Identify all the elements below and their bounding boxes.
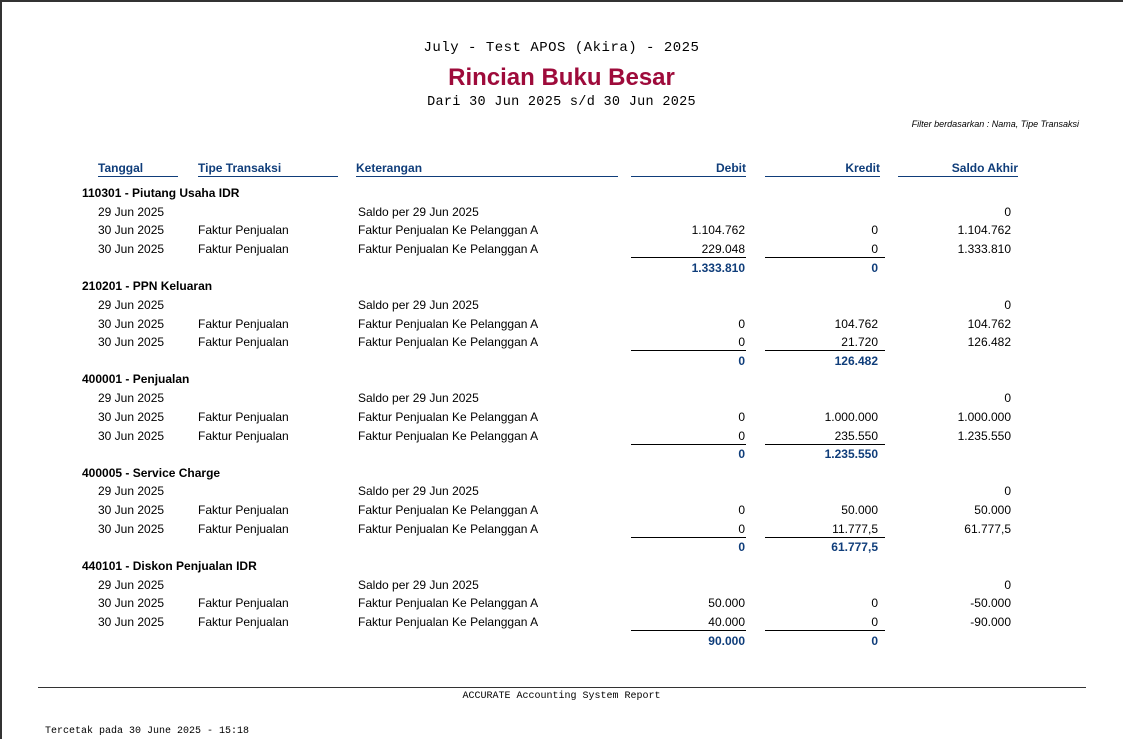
row-type: Faktur Penjualan — [198, 614, 289, 629]
row-kredit: 0 — [871, 614, 878, 629]
account-title: 210201 - PPN Keluaran — [82, 279, 213, 294]
row-type: Faktur Penjualan — [198, 316, 289, 331]
row-description: Faktur Penjualan Ke Pelanggan A — [358, 428, 539, 443]
footer-divider — [38, 687, 1086, 688]
kredit-sum-line — [765, 537, 885, 538]
row-debit: 0 — [738, 316, 745, 331]
row-date: 30 Jun 2025 — [98, 428, 165, 443]
account-title: 400001 - Penjualan — [82, 372, 190, 387]
row-saldo: 0 — [1004, 297, 1011, 312]
row-type: Faktur Penjualan — [198, 409, 289, 424]
row-debit: 229.048 — [701, 242, 745, 257]
row-description: Faktur Penjualan Ke Pelanggan A — [358, 223, 539, 238]
col-header-kredit: Kredit — [765, 161, 880, 177]
filter-note: Filter berdasarkan : Nama, Tipe Transaksi — [911, 119, 1079, 129]
row-date: 30 Jun 2025 — [98, 503, 165, 517]
row-date: 30 Jun 2025 — [98, 596, 165, 611]
row-description: Saldo per 29 Jun 2025 — [358, 484, 479, 499]
row-type: Faktur Penjualan — [198, 335, 289, 350]
row-saldo: -50.000 — [970, 596, 1011, 611]
row-description: Faktur Penjualan Ke Pelanggan A — [358, 503, 539, 517]
row-description: Faktur Penjualan Ke Pelanggan A — [358, 521, 539, 536]
col-header-tanggal: Tanggal — [98, 161, 178, 177]
row-kredit: 0 — [871, 223, 878, 238]
row-debit: 0 — [738, 428, 745, 443]
row-description: Faktur Penjualan Ke Pelanggan A — [358, 316, 539, 331]
debit-sum-line — [631, 350, 746, 351]
row-debit: 0 — [738, 503, 745, 517]
row-date: 30 Jun 2025 — [98, 521, 165, 536]
row-description: Saldo per 29 Jun 2025 — [358, 297, 479, 312]
row-kredit: 0 — [871, 596, 878, 611]
row-type: Faktur Penjualan — [198, 521, 289, 536]
row-type: Faktur Penjualan — [198, 428, 289, 443]
total-debit: 1.333.810 — [691, 260, 745, 275]
row-saldo: 1.000.000 — [957, 409, 1011, 424]
row-debit: 0 — [738, 335, 745, 350]
row-description: Faktur Penjualan Ke Pelanggan A — [358, 242, 539, 257]
row-debit: 50.000 — [708, 596, 745, 611]
total-debit: 0 — [738, 540, 745, 555]
row-kredit: 235.550 — [834, 428, 878, 443]
row-kredit: 0 — [871, 242, 878, 257]
total-kredit: 61.777,5 — [831, 540, 878, 555]
row-description: Faktur Penjualan Ke Pelanggan A — [358, 614, 539, 629]
row-date: 30 Jun 2025 — [98, 242, 165, 257]
row-saldo: 0 — [1004, 484, 1011, 499]
row-kredit: 50.000 — [841, 503, 878, 517]
row-type: Faktur Penjualan — [198, 242, 289, 257]
total-kredit: 0 — [871, 260, 878, 275]
row-date: 29 Jun 2025 — [98, 577, 165, 592]
printed-timestamp: Tercetak pada 30 June 2025 - 15:18 — [45, 726, 250, 737]
row-debit: 40.000 — [708, 614, 745, 629]
total-debit: 0 — [738, 447, 745, 462]
row-saldo: 1.333.810 — [957, 242, 1011, 257]
debit-sum-line — [631, 537, 746, 538]
col-header-tipe: Tipe Transaksi — [198, 161, 338, 177]
row-saldo: 0 — [1004, 391, 1011, 406]
row-saldo: 0 — [1004, 204, 1011, 219]
kredit-sum-line — [765, 630, 885, 631]
kredit-sum-line — [765, 257, 885, 258]
row-date: 30 Jun 2025 — [98, 409, 165, 424]
kredit-sum-line — [765, 350, 885, 351]
row-saldo: 126.482 — [967, 335, 1011, 350]
row-date: 29 Jun 2025 — [98, 484, 165, 499]
row-saldo: 104.762 — [967, 316, 1011, 331]
row-date: 29 Jun 2025 — [98, 391, 165, 406]
row-kredit: 21.720 — [841, 335, 878, 350]
row-kredit: 104.762 — [834, 316, 878, 331]
footer-text: ACCURATE Accounting System Report — [462, 691, 661, 702]
row-date: 30 Jun 2025 — [98, 223, 165, 238]
row-date: 29 Jun 2025 — [98, 297, 165, 312]
row-type: Faktur Penjualan — [198, 503, 289, 517]
company-name: July - Test APOS (Akira) - 2025 — [423, 40, 700, 56]
row-description: Saldo per 29 Jun 2025 — [358, 204, 479, 219]
account-title: 440101 - Diskon Penjualan IDR — [82, 558, 257, 573]
debit-sum-line — [631, 257, 746, 258]
row-kredit: 11.777,5 — [832, 521, 878, 536]
row-description: Saldo per 29 Jun 2025 — [358, 391, 479, 406]
report-title: Rincian Buku Besar — [448, 64, 675, 91]
col-header-debit: Debit — [631, 161, 746, 177]
debit-sum-line — [631, 630, 746, 631]
row-debit: 1.104.762 — [691, 223, 745, 238]
kredit-sum-line — [765, 444, 885, 445]
col-header-saldo: Saldo Akhir — [898, 161, 1018, 177]
row-description: Faktur Penjualan Ke Pelanggan A — [358, 409, 539, 424]
row-date: 30 Jun 2025 — [98, 316, 165, 331]
total-kredit: 1.235.550 — [824, 447, 878, 462]
row-type: Faktur Penjualan — [198, 223, 289, 238]
row-saldo: 50.000 — [974, 503, 1011, 517]
total-debit: 0 — [738, 354, 745, 368]
row-description: Faktur Penjualan Ke Pelanggan A — [358, 335, 539, 350]
row-debit: 0 — [738, 521, 745, 536]
account-title: 110301 - Piutang Usaha IDR — [82, 186, 240, 200]
row-saldo: 61.777,5 — [964, 521, 1011, 536]
row-debit: 0 — [738, 409, 745, 424]
debit-sum-line — [631, 444, 746, 445]
row-date: 30 Jun 2025 — [98, 335, 165, 350]
total-debit: 90.000 — [708, 633, 745, 648]
row-saldo: 0 — [1004, 577, 1011, 592]
row-saldo: -90.000 — [970, 614, 1011, 629]
row-saldo: 1.235.550 — [957, 428, 1011, 443]
row-type: Faktur Penjualan — [198, 596, 289, 611]
row-kredit: 1.000.000 — [824, 409, 878, 424]
total-kredit: 0 — [871, 633, 878, 648]
row-saldo: 1.104.762 — [957, 223, 1011, 238]
row-date: 30 Jun 2025 — [98, 614, 165, 629]
report-period: Dari 30 Jun 2025 s/d 30 Jun 2025 — [427, 95, 696, 110]
row-date: 29 Jun 2025 — [98, 204, 165, 219]
col-header-keterangan: Keterangan — [356, 161, 618, 177]
total-kredit: 126.482 — [834, 354, 878, 368]
row-description: Saldo per 29 Jun 2025 — [358, 577, 479, 592]
row-description: Faktur Penjualan Ke Pelanggan A — [358, 596, 539, 611]
account-title: 400005 - Service Charge — [82, 465, 221, 480]
